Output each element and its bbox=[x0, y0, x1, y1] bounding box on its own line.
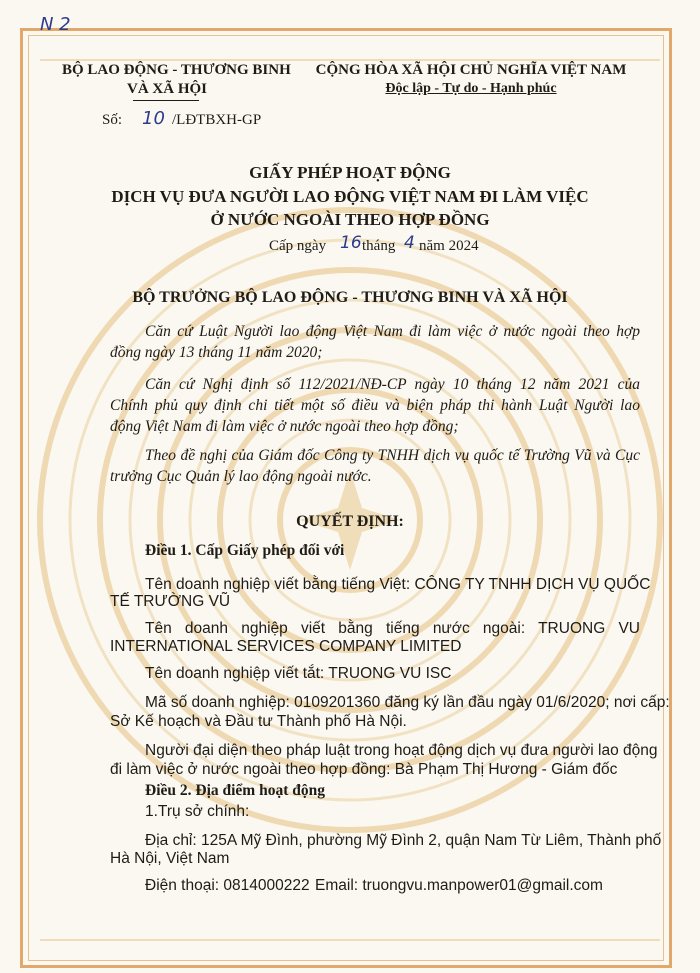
issue-month-handwritten: 4 bbox=[404, 233, 415, 253]
recital-2-line1: Căn cứ Nghị định số 112/2021/NĐ-CP ngày 10 tháng 12 năm 2021 của bbox=[145, 376, 640, 393]
corner-handwritten-note: N 2 bbox=[40, 14, 71, 35]
doc-number-suffix: /LĐTBXH-GP bbox=[172, 112, 262, 128]
head-office-label: 1.Trụ sở chính: bbox=[145, 803, 250, 820]
issue-month-label: tháng bbox=[362, 238, 396, 254]
tax-code-line1: Mã số doanh nghiệp: 0109201360 đăng ký lần đầu ngày 01/6/2020; nơi cấp: bbox=[145, 694, 670, 711]
foreign-company-name-line1: Tên doanh nghiệp viết bằng tiếng nước ngoài: TRUONG VU bbox=[145, 620, 640, 637]
short-company-name: Tên doanh nghiệp viết tắt: TRUONG VU ISC bbox=[145, 665, 452, 682]
tax-code-line2: Sở Kế hoạch và Đầu tư Thành phố Hà Nội. bbox=[110, 713, 407, 730]
article-1-heading: Điều 1. Cấp Giấy phép đối với bbox=[145, 542, 345, 559]
representative-line1: Người đại diện theo pháp luật trong hoạt động dịch vụ đưa người lao động bbox=[145, 742, 658, 759]
foreign-company-name-line2: INTERNATIONAL SERVICES COMPANY LIMITED bbox=[110, 638, 462, 655]
address-line2: Hà Nội, Việt Nam bbox=[110, 850, 230, 867]
document-title: GIẤY PHÉP HOẠT ĐỘNG bbox=[249, 163, 451, 182]
document-subtitle-line2: Ở NƯỚC NGOÀI THEO HỢP ĐỒNG bbox=[210, 210, 490, 229]
recital-3-line2: trưởng Cục Quản lý lao động ngoài nước. bbox=[110, 468, 372, 485]
recital-3-line1: Theo đề nghị của Giám đốc Công ty TNHH dịch vụ quốc tế Trường Vũ và Cục bbox=[145, 447, 640, 464]
ministry-underline bbox=[133, 100, 199, 101]
ministry-name-line1: BỘ LAO ĐỘNG - THƯƠNG BINH bbox=[62, 62, 291, 78]
document-subtitle-line1: DỊCH VỤ ĐƯA NGƯỜI LAO ĐỘNG VIỆT NAM ĐI LÀM VIỆC bbox=[111, 187, 589, 206]
doc-number-handwritten: 10 bbox=[142, 108, 165, 129]
country-motto: Độc lập - Tự do - Hạnh phúc bbox=[385, 81, 557, 96]
decision-heading: QUYẾT ĐỊNH: bbox=[296, 513, 404, 530]
recital-1-line2: đồng ngày 13 tháng 11 năm 2020; bbox=[110, 344, 323, 361]
issue-day-handwritten: 16 bbox=[340, 233, 362, 253]
representative-line2: đi làm việc ở nước ngoài theo hợp đồng: Bà Phạm Thị Hương - Giám đốc bbox=[110, 761, 618, 778]
phone-number: Điện thoại: 0814000222 bbox=[145, 877, 310, 894]
recital-2-line2: Chính phủ quy định chi tiết một số điều và biện pháp thi hành Luật Người lao bbox=[110, 397, 640, 414]
issue-year: năm 2024 bbox=[419, 238, 479, 254]
email-address: Email: truongvu.manpower01@gmail.com bbox=[315, 877, 603, 894]
issue-date-prefix: Cấp ngày bbox=[269, 238, 327, 254]
recital-1-line1: Căn cứ Luật Người lao động Việt Nam đi làm việc ở nước ngoài theo hợp bbox=[145, 323, 640, 340]
issuing-authority: BỘ TRƯỞNG BỘ LAO ĐỘNG - THƯƠNG BINH VÀ XÃ HỘI bbox=[132, 289, 568, 306]
vn-company-name-line1: Tên doanh nghiệp viết bằng tiếng Việt: CÔNG TY TNHH DỊCH VỤ QUỐC bbox=[145, 576, 651, 593]
recital-2-line3: động Việt Nam đi làm việc ở nước ngoài theo hợp đồng; bbox=[110, 418, 459, 435]
ministry-name-line2: VÀ XÃ HỘI bbox=[126, 81, 207, 97]
article-2-heading: Điều 2. Địa điểm hoạt động bbox=[145, 782, 325, 799]
country-name: CỘNG HÒA XÃ HỘI CHỦ NGHĨA VIỆT NAM bbox=[315, 62, 627, 78]
vn-company-name-line2: TẾ TRƯỜNG VŨ bbox=[110, 593, 231, 610]
doc-number-label: Số: bbox=[102, 112, 123, 128]
address-line1: Địa chỉ: 125A Mỹ Đình, phường Mỹ Đình 2, quận Nam Từ Liêm, Thành phố bbox=[145, 832, 662, 849]
